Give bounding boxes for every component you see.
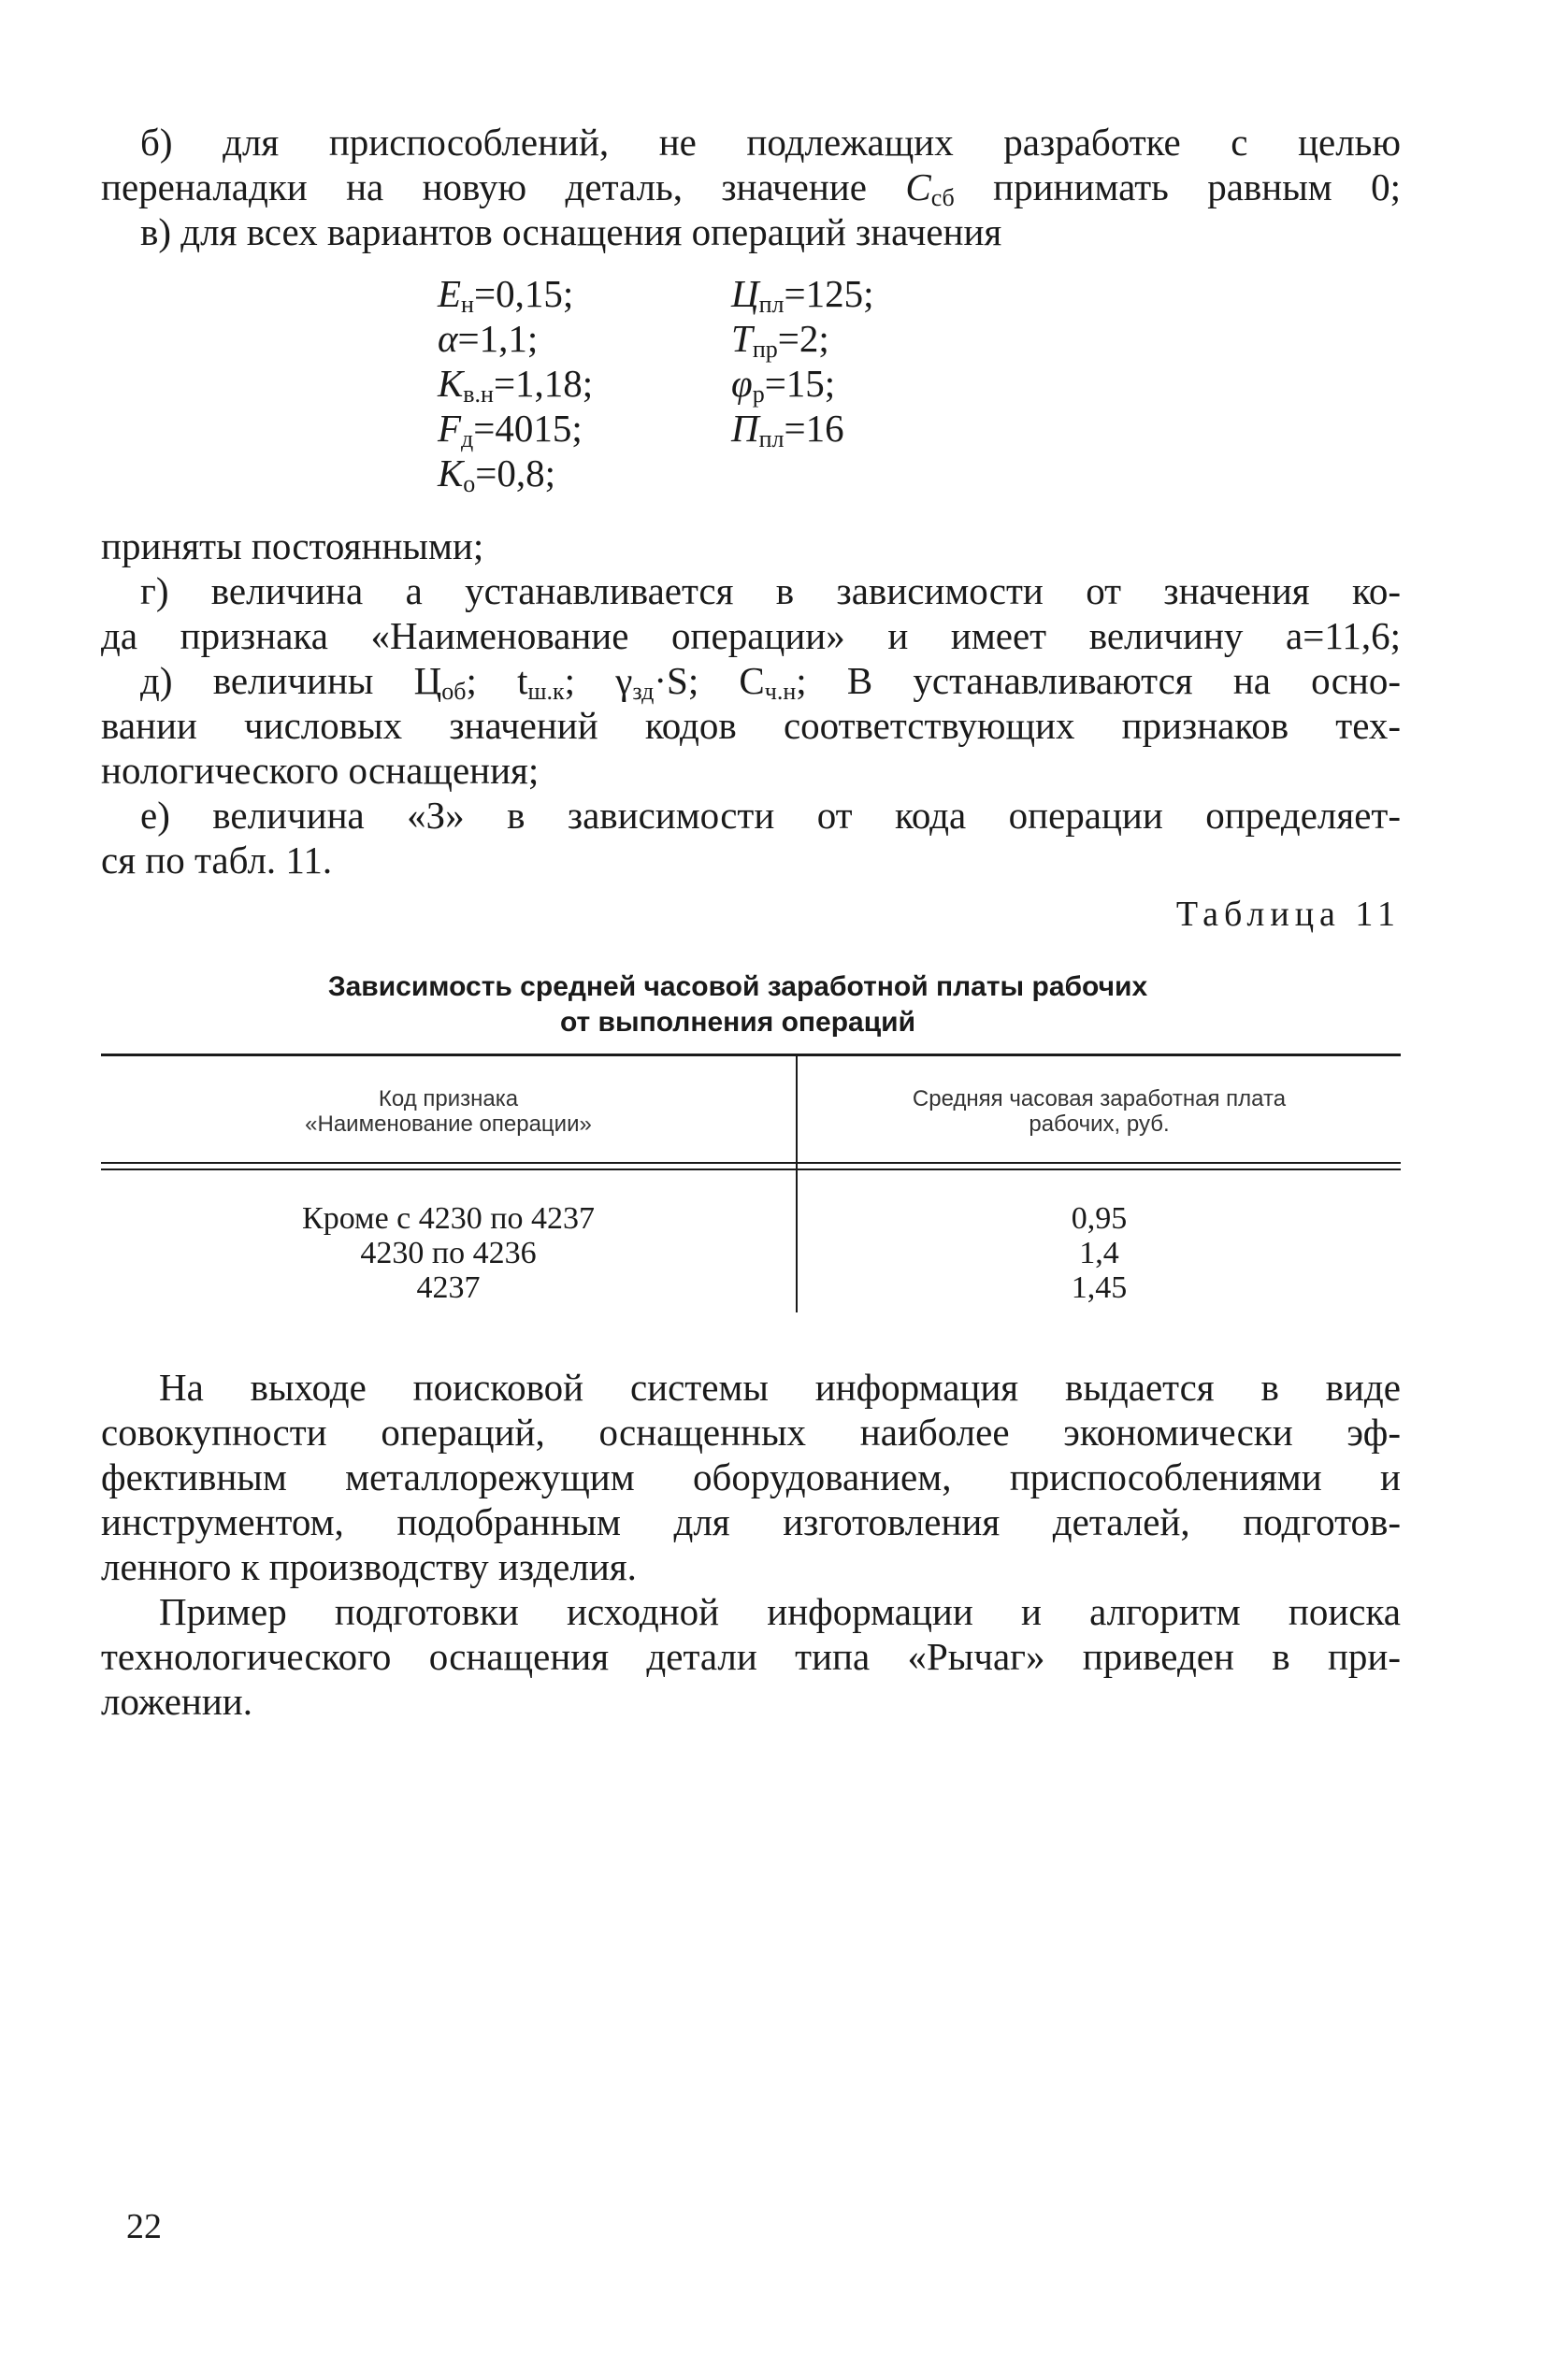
table-row [101, 1201, 796, 1236]
table-number: Таблица 11 [1175, 895, 1401, 934]
text-line: Пример подготовки исходной информации и алгоритм поиска [159, 1590, 1401, 1633]
table-cell: 4237 [416, 1270, 481, 1305]
symbol: Т [731, 317, 753, 360]
table-title: от выполнения операций [559, 1007, 916, 1038]
formula-phi-r [731, 361, 835, 406]
subscript: зд [632, 678, 655, 705]
symbol: Ц [731, 272, 759, 315]
symbol: К [438, 362, 464, 405]
text-line: б) для приспособлений, не подлежащих разработке с целью [140, 121, 1401, 164]
formula-e-n [438, 271, 573, 316]
text-line: приняты постоянными; [101, 524, 484, 567]
subscript: пр [752, 336, 778, 363]
text-line: технологического оснащения детали типа «Рычаг» приведен в при- [101, 1635, 1401, 1678]
text-line [101, 165, 1401, 209]
header-line: рабочих, руб. [1029, 1111, 1170, 1137]
formula-alpha [438, 316, 538, 361]
table-cell: 4230 по 4236 [360, 1236, 537, 1270]
text-line: в) для всех вариантов оснащения операций значения [140, 210, 1002, 253]
formula-p-pl [731, 406, 844, 451]
text-line: да признака «Наименование операции» и имеет величину a=11,6; [101, 614, 1401, 657]
header-line: Код признака [378, 1086, 519, 1111]
formula-c-pl [731, 271, 874, 316]
text-line: г) величина a устанавливается в зависимости от значения ко- [140, 569, 1401, 612]
text-span: д) величины Ц [140, 659, 442, 702]
text-span: переналадки на новую деталь, значение [101, 165, 906, 208]
formula-k-vn [438, 361, 593, 406]
symbol: α [438, 317, 458, 360]
table-cell: 1,45 [1071, 1270, 1128, 1305]
subscript: пл [758, 291, 785, 318]
symbol: Е [438, 272, 462, 315]
text-span: ·S; С [654, 659, 765, 702]
subscript: д [461, 425, 474, 452]
value: =1,1; [457, 317, 539, 360]
formula-k-o [438, 451, 555, 495]
text-line: фективным металлорежущим оборудованием, приспособлениями и [101, 1455, 1401, 1498]
table-cell: Кроме с 4230 по 4237 [302, 1201, 595, 1236]
text-span: ; t [466, 659, 528, 702]
table-header-rule [101, 1162, 1401, 1164]
symbol: F [438, 407, 462, 450]
value: =4015; [473, 407, 583, 450]
value: =16 [784, 407, 844, 450]
table-row [798, 1236, 1401, 1270]
text-line: нологического оснащения; [101, 749, 540, 792]
table-row [798, 1270, 1401, 1305]
subscript: ш.к [527, 678, 565, 705]
table-cell: 1,4 [1079, 1236, 1119, 1270]
symbol: К [438, 452, 464, 495]
text-line: ленного к производству изделия. [101, 1545, 637, 1588]
column-header [798, 1086, 1401, 1137]
text-line: вании числовых значений кодов соответствующих признаков тех- [101, 704, 1401, 747]
value: =0,8; [475, 452, 555, 495]
subscript: ч.н [764, 678, 797, 705]
text-line: На выходе поисковой системы информация выдается в виде [159, 1366, 1401, 1409]
column-header [101, 1086, 796, 1137]
text-line: е) величина «З» в зависимости от кода операции определяет- [140, 794, 1401, 837]
text-line [140, 658, 1401, 703]
table-top-rule [101, 1054, 1401, 1056]
text-line: инструментом, подобранным для изготовления деталей, подготов- [101, 1500, 1401, 1543]
text-span: ; В устанавливаются на осно- [796, 659, 1401, 702]
subscript: об [441, 678, 467, 705]
value: =0,15; [473, 272, 574, 315]
text-line: ся по табл. 11. [101, 839, 333, 882]
formula-t-pr [731, 316, 829, 361]
subscript: р [752, 380, 765, 408]
header-line: Средняя часовая заработная плата [912, 1086, 1287, 1111]
table-row [101, 1236, 796, 1270]
subscript: сб [930, 184, 955, 211]
value: =2; [777, 317, 829, 360]
table-cell: 0,95 [1071, 1201, 1128, 1236]
text-span: принимать равным 0; [954, 165, 1401, 208]
value: =1,18; [493, 362, 594, 405]
value: =125; [784, 272, 874, 315]
subscript: пл [758, 425, 785, 452]
table-row [101, 1270, 796, 1305]
text-span: ; γ [564, 659, 633, 702]
header-line: «Наименование операции» [305, 1111, 592, 1137]
symbol: П [731, 407, 759, 450]
text-line: совокупности операций, оснащенных наиболее экономически эф- [101, 1411, 1401, 1454]
formula-f-d [438, 406, 583, 451]
subscript: н [461, 291, 474, 318]
table-title: Зависимость средней часовой заработной платы рабочих [327, 971, 1148, 1002]
subscript: о [463, 470, 476, 497]
table-row [798, 1201, 1401, 1236]
page-number: 22 [126, 2207, 162, 2246]
text-line: ложении. [101, 1680, 252, 1723]
symbol: С [905, 165, 931, 208]
value: =15; [764, 362, 836, 405]
table-header-rule [101, 1168, 1401, 1170]
symbol: φ [731, 362, 753, 405]
subscript: в.н [463, 380, 494, 408]
